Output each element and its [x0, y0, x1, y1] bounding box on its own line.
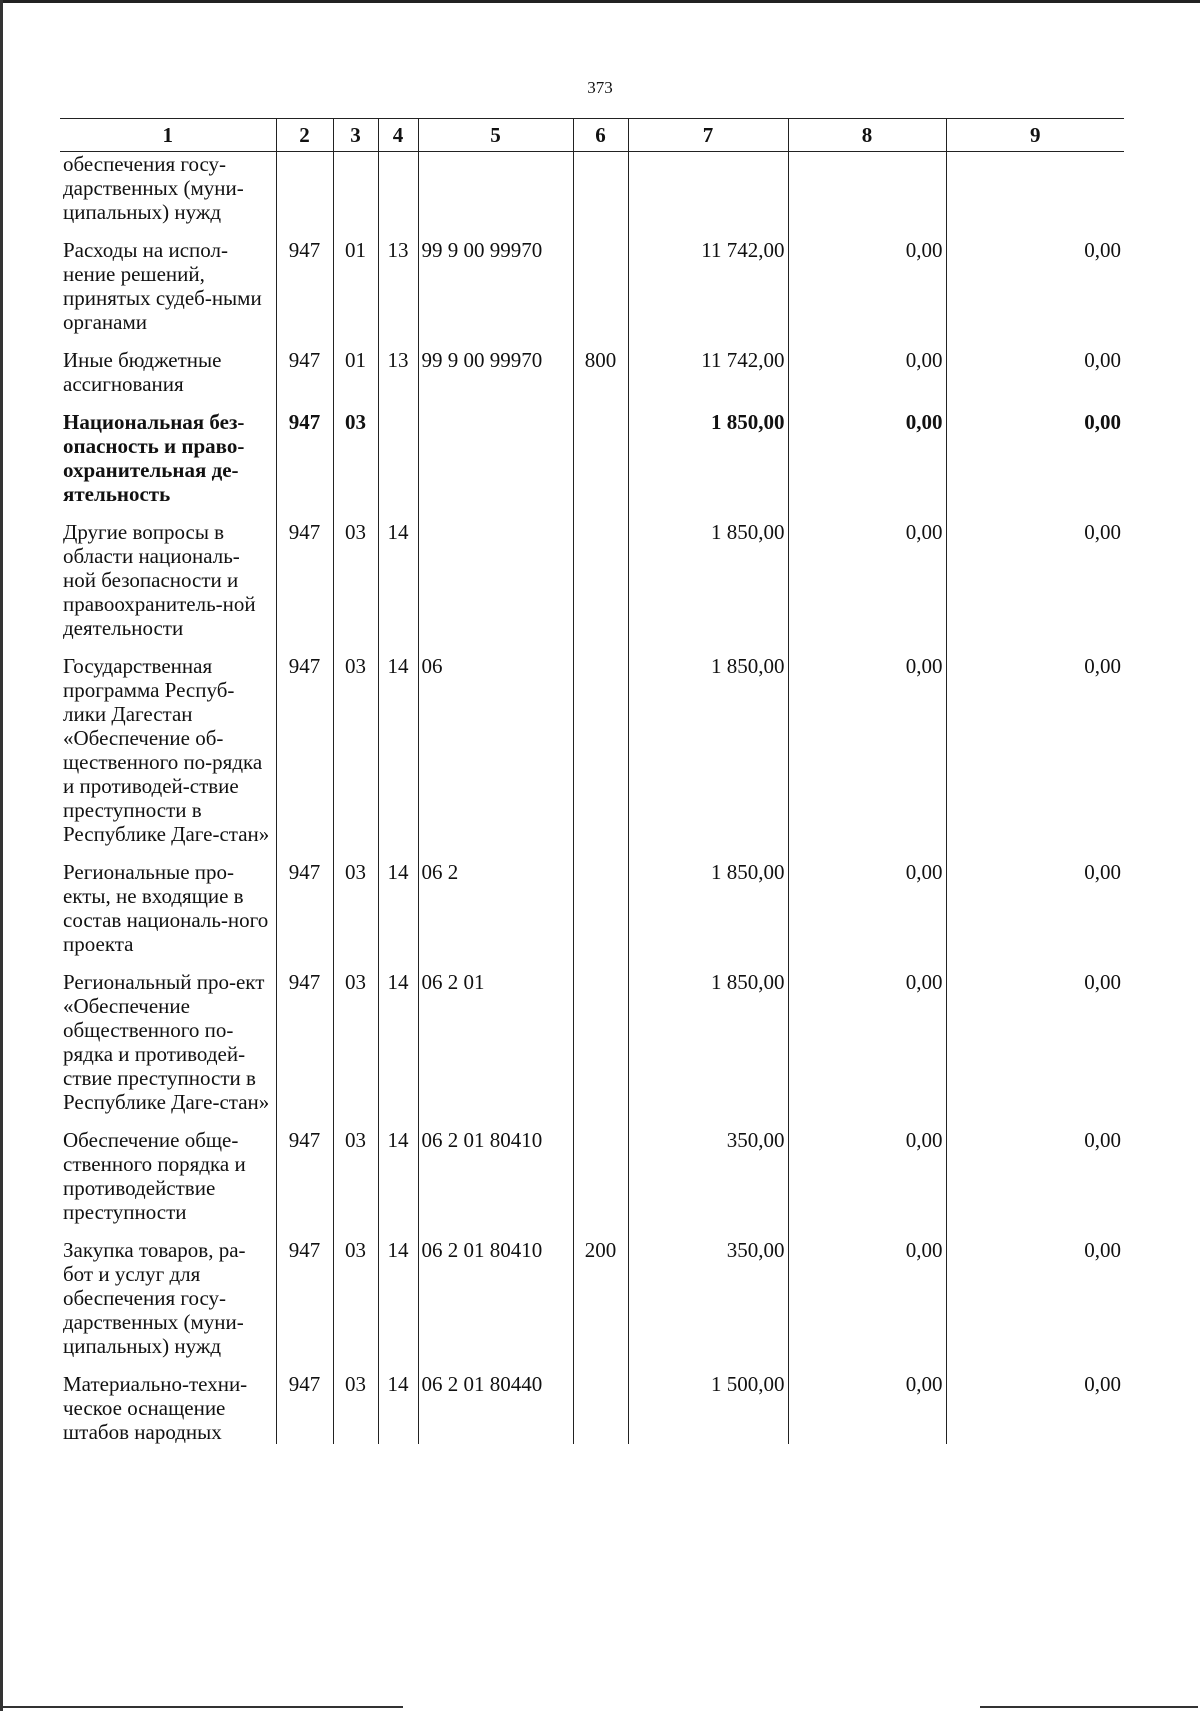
cell-section: 03	[333, 1372, 378, 1444]
cell-subsection: 13	[378, 348, 418, 410]
cell-target-article: 99 9 00 99970	[418, 238, 573, 348]
table-row	[60, 970, 1124, 1128]
column-header-8: 8	[788, 119, 946, 152]
cell-expense-type	[573, 1128, 628, 1238]
cell-admin-code: 947	[276, 1238, 333, 1372]
cell-name: обеспечения госу-дарственных (муни-ципальных) нужд	[63, 152, 244, 224]
cell-section: 01	[333, 238, 378, 348]
cell-name: Закупка товаров, ра-бот и услуг для обеспечения госу-дарственных (муни-ципальных) нужд	[63, 1238, 246, 1358]
table-row	[60, 410, 1124, 520]
table-row	[60, 1372, 1124, 1444]
cell-subsection: 14	[378, 654, 418, 860]
cell-admin-code: 947	[276, 1128, 333, 1238]
cell-amount-9: 0,00	[946, 520, 1124, 654]
page-number: 373	[587, 78, 613, 97]
scan-footer-line-right	[980, 1706, 1198, 1708]
cell-amount-7: 350,00	[628, 1128, 788, 1238]
table-header	[60, 119, 1124, 152]
table-row	[60, 520, 1124, 654]
cell-admin-code: 947	[276, 970, 333, 1128]
cell-amount-7: 1 850,00	[628, 654, 788, 860]
cell-amount-9: 0,00	[946, 410, 1124, 520]
table-row	[60, 348, 1124, 410]
table-row	[60, 860, 1124, 970]
cell-subsection: 14	[378, 1372, 418, 1444]
cell-subsection: 14	[378, 520, 418, 654]
header-row	[60, 119, 1124, 152]
table-row	[60, 152, 1124, 239]
cell-amount-7: 1 850,00	[628, 410, 788, 520]
cell-section: 03	[333, 1238, 378, 1372]
cell-subsection	[378, 152, 418, 239]
cell-target-article: 06 2 01	[418, 970, 573, 1128]
cell-expense-type	[573, 970, 628, 1128]
scan-footer-line-left	[3, 1706, 403, 1708]
cell-section: 03	[333, 520, 378, 654]
scan-border-top	[0, 0, 1200, 3]
cell-subsection: 14	[378, 1238, 418, 1372]
table-row	[60, 1128, 1124, 1238]
cell-amount-7: 1 850,00	[628, 520, 788, 654]
column-header-5: 5	[418, 119, 573, 152]
column-header-1: 1	[60, 119, 276, 152]
cell-subsection: 14	[378, 1128, 418, 1238]
cell-amount-9	[946, 152, 1124, 239]
cell-amount-8: 0,00	[788, 654, 946, 860]
cell-amount-8: 0,00	[788, 1128, 946, 1238]
cell-section: 03	[333, 970, 378, 1128]
cell-amount-8: 0,00	[788, 348, 946, 410]
cell-section: 03	[333, 654, 378, 860]
column-header-4: 4	[378, 119, 418, 152]
cell-subsection: 14	[378, 970, 418, 1128]
cell-name: Расходы на испол-нение решений, принятых судеб-ными органами	[63, 238, 262, 334]
table-row	[60, 238, 1124, 348]
cell-target-article: 06 2 01 80410	[418, 1238, 573, 1372]
column-header-7: 7	[628, 119, 788, 152]
cell-name: Обеспечение обще-ственного порядка и противодействие преступности	[63, 1128, 246, 1224]
cell-amount-7	[628, 152, 788, 239]
cell-amount-9: 0,00	[946, 654, 1124, 860]
cell-expense-type	[573, 1372, 628, 1444]
cell-subsection: 14	[378, 860, 418, 970]
cell-section: 03	[333, 410, 378, 520]
cell-amount-9: 0,00	[946, 1372, 1124, 1444]
cell-amount-9: 0,00	[946, 860, 1124, 970]
cell-amount-8: 0,00	[788, 860, 946, 970]
cell-name: Региональные про-екты, не входящие в состав националь-ного проекта	[63, 860, 269, 956]
cell-target-article	[418, 410, 573, 520]
cell-amount-8	[788, 152, 946, 239]
cell-amount-9: 0,00	[946, 970, 1124, 1128]
cell-amount-7: 1 850,00	[628, 970, 788, 1128]
table-row	[60, 1238, 1124, 1372]
cell-expense-type	[573, 654, 628, 860]
cell-expense-type	[573, 152, 628, 239]
cell-amount-7: 1 850,00	[628, 860, 788, 970]
cell-name: Другие вопросы в области националь-ной безопасности и правоохранитель-ной деятельности	[63, 520, 256, 640]
cell-amount-8: 0,00	[788, 520, 946, 654]
cell-admin-code: 947	[276, 1372, 333, 1444]
cell-name: Региональный про-ект «Обеспечение общественного по-рядка и противодей-ствие преступности в Республике Даге-стан»	[63, 970, 270, 1114]
cell-amount-7: 11 742,00	[628, 348, 788, 410]
scan-border-left	[0, 0, 3, 1711]
cell-amount-8: 0,00	[788, 1238, 946, 1372]
cell-admin-code: 947	[276, 520, 333, 654]
cell-admin-code: 947	[276, 860, 333, 970]
cell-name: Национальная без-опасность и право-охранительная де-ятельность	[63, 410, 245, 506]
column-header-9: 9	[946, 119, 1124, 152]
cell-amount-9: 0,00	[946, 1128, 1124, 1238]
cell-amount-8: 0,00	[788, 238, 946, 348]
budget-table	[60, 118, 1124, 1444]
cell-name: Материально-техни-ческое оснащение штабов народных	[63, 1372, 248, 1444]
cell-amount-7: 11 742,00	[628, 238, 788, 348]
cell-admin-code: 947	[276, 348, 333, 410]
table-row	[60, 654, 1124, 860]
cell-subsection	[378, 410, 418, 520]
cell-section: 01	[333, 348, 378, 410]
column-header-2: 2	[276, 119, 333, 152]
cell-expense-type: 800	[573, 348, 628, 410]
column-header-3: 3	[333, 119, 378, 152]
cell-section	[333, 152, 378, 239]
cell-target-article: 06	[418, 654, 573, 860]
cell-target-article: 99 9 00 99970	[418, 348, 573, 410]
cell-target-article	[418, 152, 573, 239]
cell-admin-code	[276, 152, 333, 239]
cell-section: 03	[333, 860, 378, 970]
cell-amount-8: 0,00	[788, 970, 946, 1128]
cell-admin-code: 947	[276, 238, 333, 348]
column-header-6: 6	[573, 119, 628, 152]
cell-amount-9: 0,00	[946, 1238, 1124, 1372]
cell-amount-7: 350,00	[628, 1238, 788, 1372]
cell-expense-type: 200	[573, 1238, 628, 1372]
cell-amount-7: 1 500,00	[628, 1372, 788, 1444]
cell-admin-code: 947	[276, 410, 333, 520]
cell-name: Иные бюджетные ассигнования	[63, 348, 222, 396]
cell-amount-8: 0,00	[788, 1372, 946, 1444]
cell-section: 03	[333, 1128, 378, 1238]
cell-expense-type	[573, 520, 628, 654]
cell-expense-type	[573, 410, 628, 520]
cell-target-article	[418, 520, 573, 654]
cell-amount-9: 0,00	[946, 348, 1124, 410]
table-body	[60, 152, 1124, 1445]
cell-expense-type	[573, 238, 628, 348]
cell-subsection: 13	[378, 238, 418, 348]
cell-target-article: 06 2 01 80440	[418, 1372, 573, 1444]
cell-target-article: 06 2 01 80410	[418, 1128, 573, 1238]
cell-target-article: 06 2	[418, 860, 573, 970]
cell-expense-type	[573, 860, 628, 970]
cell-name: Государственная программа Респуб-лики Дагестан «Обеспечение об-щественного по-рядка и противодей-ствие преступности в Республике Даге-стан»	[63, 654, 270, 846]
cell-amount-9: 0,00	[946, 238, 1124, 348]
cell-amount-8: 0,00	[788, 410, 946, 520]
cell-admin-code: 947	[276, 654, 333, 860]
